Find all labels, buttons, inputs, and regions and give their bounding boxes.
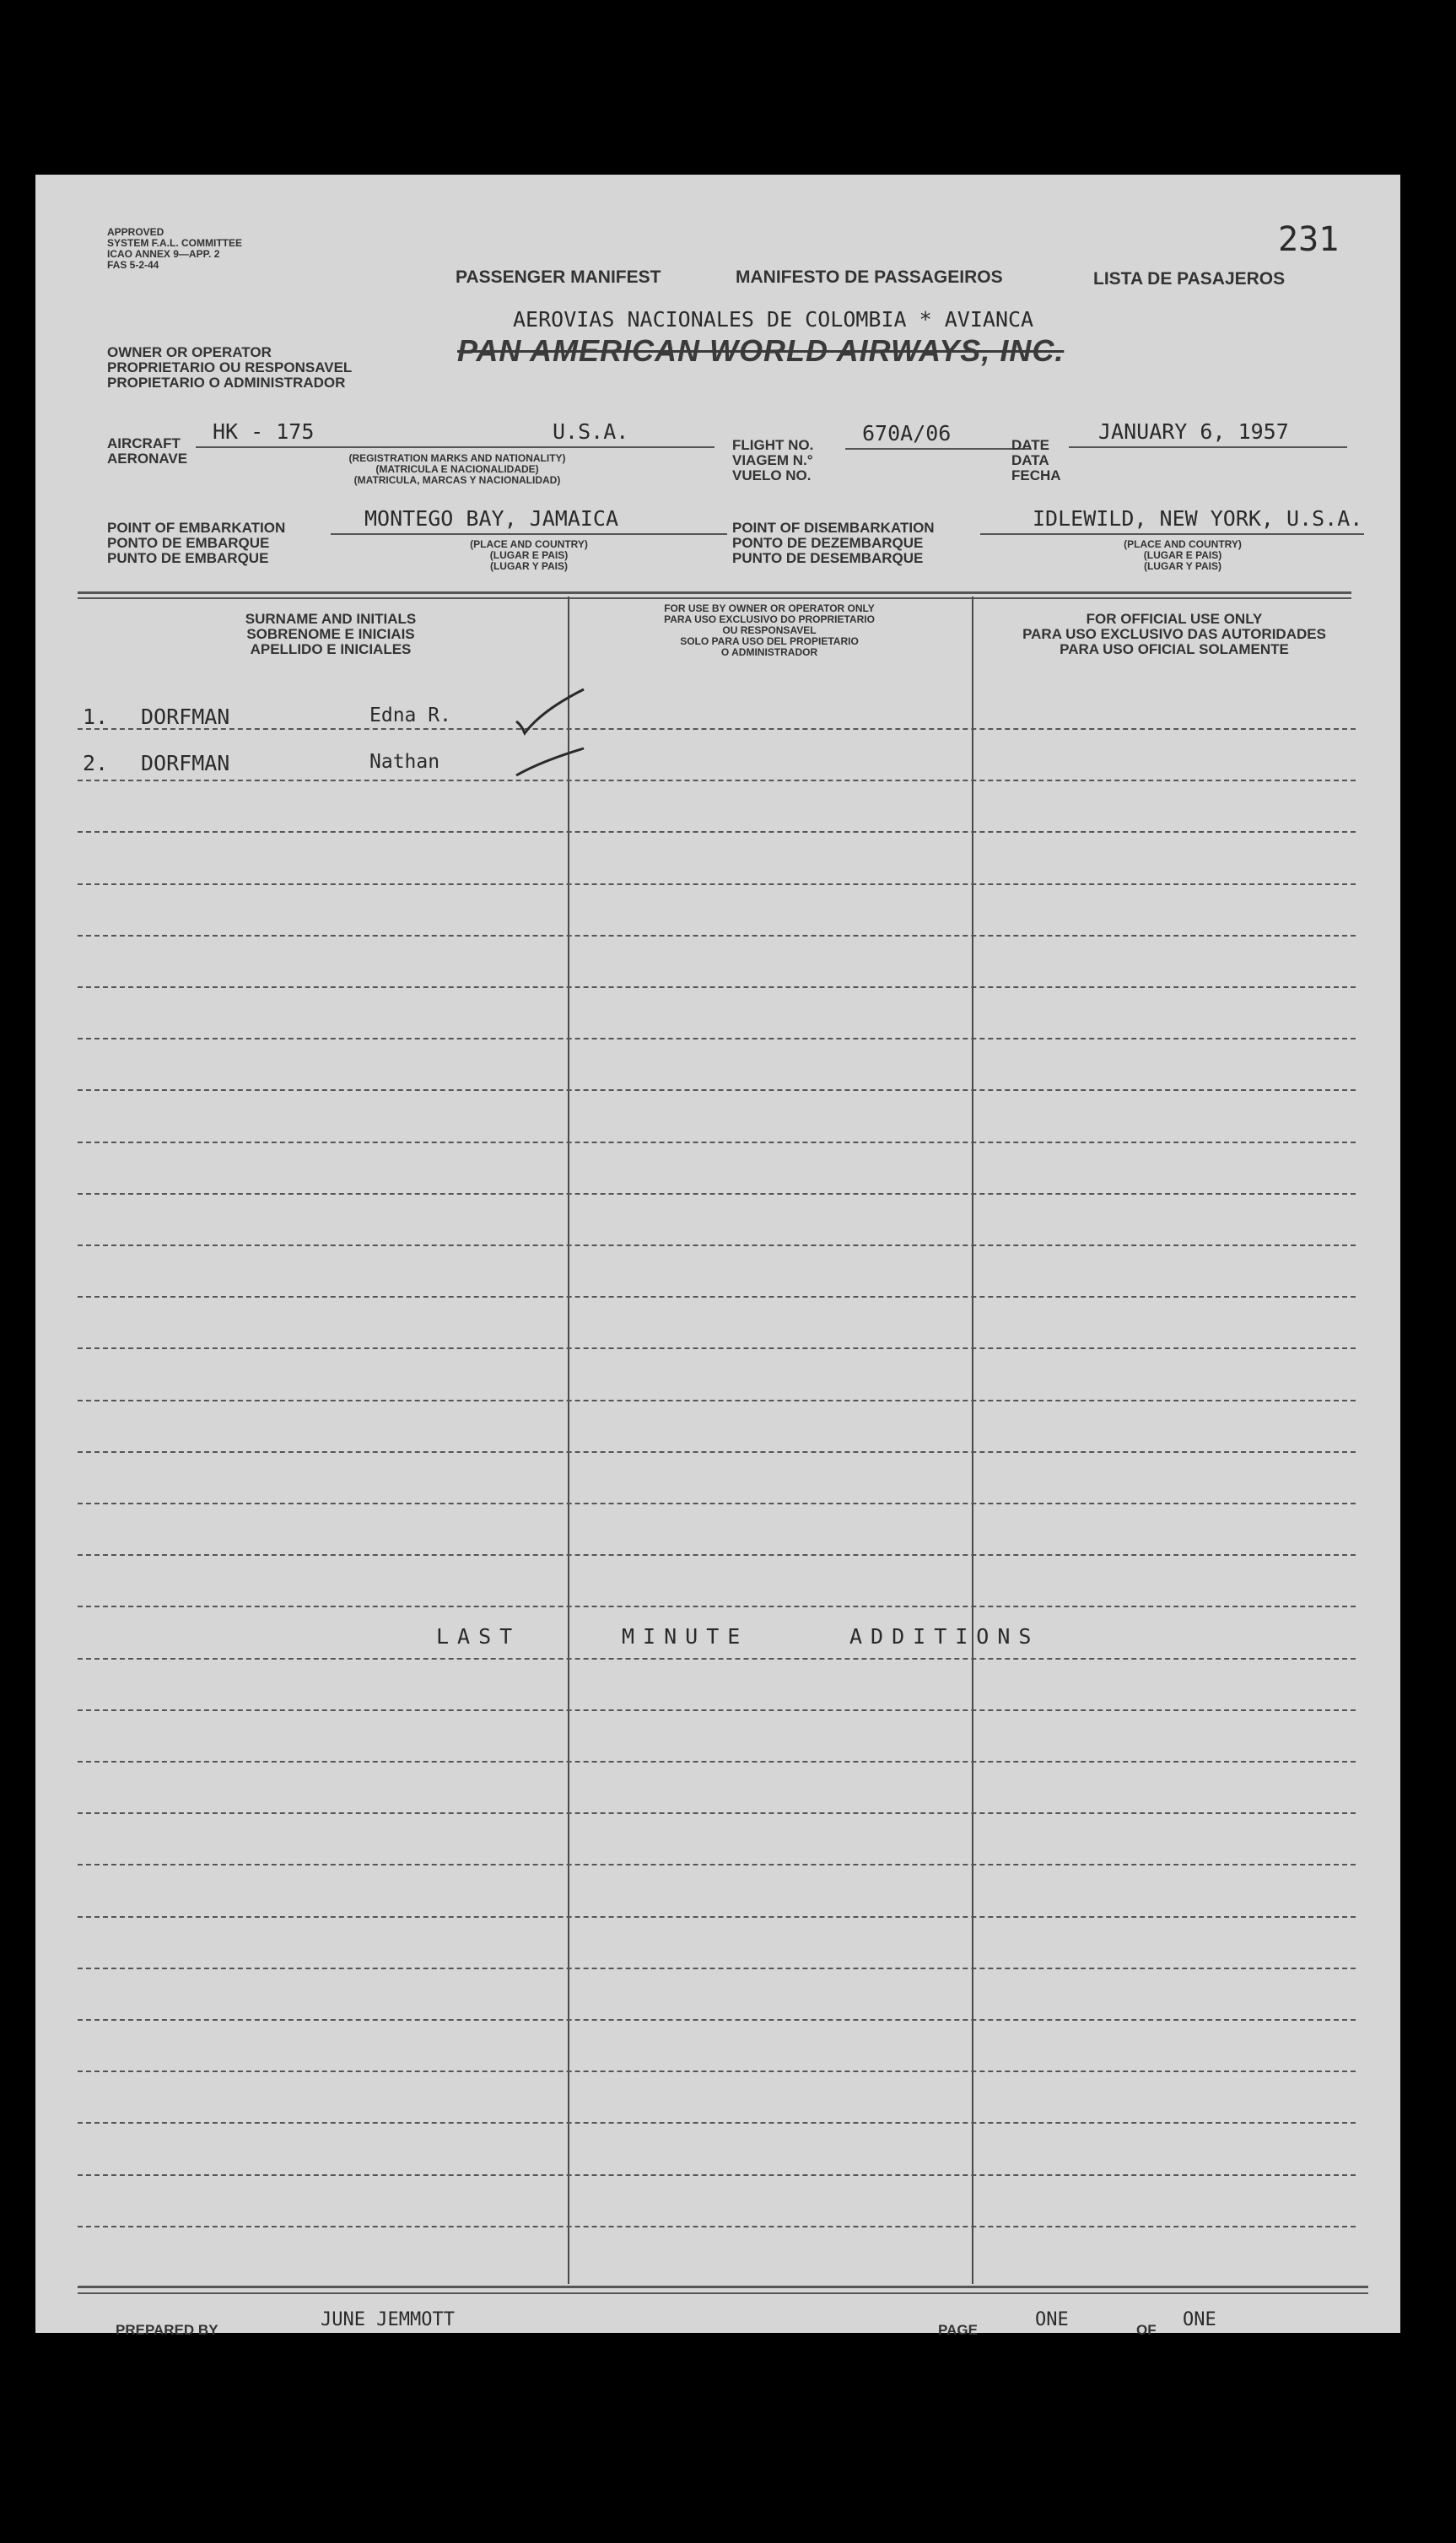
row-rule [78,2122,1356,2124]
sub-label: (LUGAR Y PAIS) [1143,560,1221,572]
owner-use-column-header [601,603,938,658]
page-number: 231 [1278,220,1340,259]
row-rule [78,728,1356,730]
page-of-value: ONE [1183,2309,1216,2330]
flight-number: 670A/06 [862,421,952,445]
sub-label: (LUGAR E PAIS) [1143,549,1222,561]
check-mark-icon [516,748,584,775]
header-line: PARA USO EXCLUSIVO DAS AUTORIDADES [1022,626,1326,642]
date-label: DATA [1011,452,1049,468]
date-labels [1011,438,1061,483]
sub-label: (MATRICULA E NACIONALIDADE) [375,463,539,475]
date-label: FECHA [1011,467,1061,483]
disembarkation-label: PUNTO DE DESEMBARQUE [732,550,924,566]
row-rule [78,1864,1356,1865]
column-divider [972,597,973,2284]
row-rule [78,831,1356,833]
title-en: PASSENGER MANIFEST [456,267,661,287]
header-line: PARA USO EXCLUSIVO DO PROPRIETARIO [664,613,875,625]
owner-label: PROPIETARIO O ADMINISTRADOR [107,375,346,391]
row-rule [78,1193,1356,1195]
prepared-by-value: JUNE JEMMOTT [321,2309,455,2330]
row-rule [78,935,1356,937]
disembarkation-value: IDLEWILD, NEW YORK, U.S.A. [1033,506,1363,531]
title-es: LISTA DE PASAJEROS [1093,269,1286,289]
row-rule [78,2174,1356,2176]
row-rule [78,1296,1356,1298]
operator-name: AEROVIAS NACIONALES DE COLOMBIA * AVIANCA [513,307,1034,332]
disembarkation-label: PONTO DE DEZEMBARQUE [732,535,924,551]
header-line: APELLIDO E INICIALES [250,641,412,657]
row-rule [78,1142,1356,1143]
operator-stamp: PAN AMERICAN WORLD AIRWAYS, INC. [457,333,1065,368]
sub-label: (MATRICULA, MARCAS Y NACIONALIDAD) [353,474,561,486]
check-mark-icon [516,689,584,733]
passenger-surname: DORFMAN [141,705,230,729]
row-rule [78,1089,1356,1091]
row-rule [78,883,1356,885]
official-use-column-header [989,612,1360,657]
sub-label: (REGISTRATION MARKS AND NATIONALITY) [348,452,566,464]
page-label: PAGE [938,2322,978,2338]
embarkation-label: POINT OF EMBARKATION [107,520,286,536]
header-line: PARA USO OFICIAL SOLAMENTE [1060,641,1289,657]
embarkation-label: PUNTO DE EMBARQUE [107,550,269,566]
owner-label: PROPRIETARIO OU RESPONSAVEL [107,359,353,375]
row-rule [78,2019,1356,2021]
flight-label: FLIGHT NO. [732,437,814,453]
row-rule [78,1347,1356,1349]
row-rule [78,2071,1356,2072]
aircraft-labels [107,436,187,467]
row-rule [78,1554,1356,1556]
header-line: OU RESPONSAVEL [722,624,817,636]
header-line: O ADMINISTRADOR [720,646,818,658]
last-minute-word: LAST [436,1624,521,1649]
row-rule [78,1606,1356,1607]
surname-column-header [154,612,508,657]
approval-line: ICAO ANNEX 9—APP. 2 [107,248,220,260]
passenger-number: 1. [83,705,109,729]
header-line: FOR USE BY OWNER OR OPERATOR ONLY [664,602,875,614]
page-of-label: OF [1136,2322,1157,2338]
row-rule [78,1451,1356,1453]
last-minute-word: ADDITIONS [849,1624,1040,1649]
manifest-sheet [35,175,1400,2338]
approval-block [107,227,242,271]
approval-line: APPROVED [107,226,164,238]
header-line: SURNAME AND INITIALS [245,611,417,627]
passenger-given-name: Nathan [369,751,440,773]
owner-labels [107,345,352,391]
header-line: SOBRENOME E INICIAIS [246,626,415,642]
row-rule [78,1658,1356,1660]
row-rule [78,1400,1356,1401]
disembarkation-label: POINT OF DISEMBARKATION [732,520,935,536]
aircraft-nationality: U.S.A. [553,419,629,444]
header-line: FOR OFFICIAL USE ONLY [1086,611,1263,627]
owner-label: OWNER OR OPERATOR [107,344,272,360]
passenger-given-name: Edna R. [369,705,451,726]
row-rule [78,1245,1356,1246]
last-minute-word: MINUTE [622,1624,749,1649]
row-rule [78,1812,1356,1814]
header-line: SOLO PARA USO DEL PROPIETARIO [680,635,859,647]
aircraft-label: AIRCRAFT [107,435,181,451]
title-pt: MANIFESTO DE PASSAGEIROS [736,267,1003,287]
row-rule [78,1916,1356,1918]
sub-label: (PLACE AND COUNTRY) [1124,538,1242,550]
disembarkation-labels [732,521,935,566]
embarkation-value: MONTEGO BAY, JAMAICA [364,506,619,531]
aircraft-label: AERONAVE [107,451,188,467]
row-rule [78,780,1356,781]
disembarkation-sub-labels [1048,539,1318,572]
aircraft-registration: HK - 175 [213,419,315,444]
date-label: DATE [1011,437,1050,453]
approval-line: FAS 5-2-44 [107,259,159,271]
row-rule [78,986,1356,988]
row-rule [78,1968,1356,1969]
row-rule [78,1709,1356,1711]
embarkation-labels [107,521,285,566]
passenger-surname: DORFMAN [141,751,230,775]
flight-date: JANUARY 6, 1957 [1098,419,1289,444]
prepared-by-label: PREPARED BY [116,2322,218,2338]
sub-label: (LUGAR E PAIS) [489,549,569,561]
approval-line: SYSTEM F.A.L. COMMITTEE [107,237,243,249]
aircraft-sub-labels [238,453,677,486]
flight-label: VIAGEM N.° [732,452,813,468]
embarkation-sub-labels [390,539,668,572]
row-rule [78,1761,1356,1763]
embarkation-label: PONTO DE EMBARQUE [107,535,270,551]
page-value: ONE [1035,2309,1069,2330]
row-rule [78,2226,1356,2227]
sub-label: (LUGAR Y PAIS) [489,560,568,572]
flight-labels [732,438,813,483]
flight-label: VUELO NO. [732,467,812,483]
column-divider [568,597,569,2284]
passenger-number: 2. [83,751,109,775]
sub-label: (PLACE AND COUNTRY) [470,538,588,550]
row-rule [78,1503,1356,1504]
check-marks [508,681,609,791]
row-rule [78,1038,1356,1039]
